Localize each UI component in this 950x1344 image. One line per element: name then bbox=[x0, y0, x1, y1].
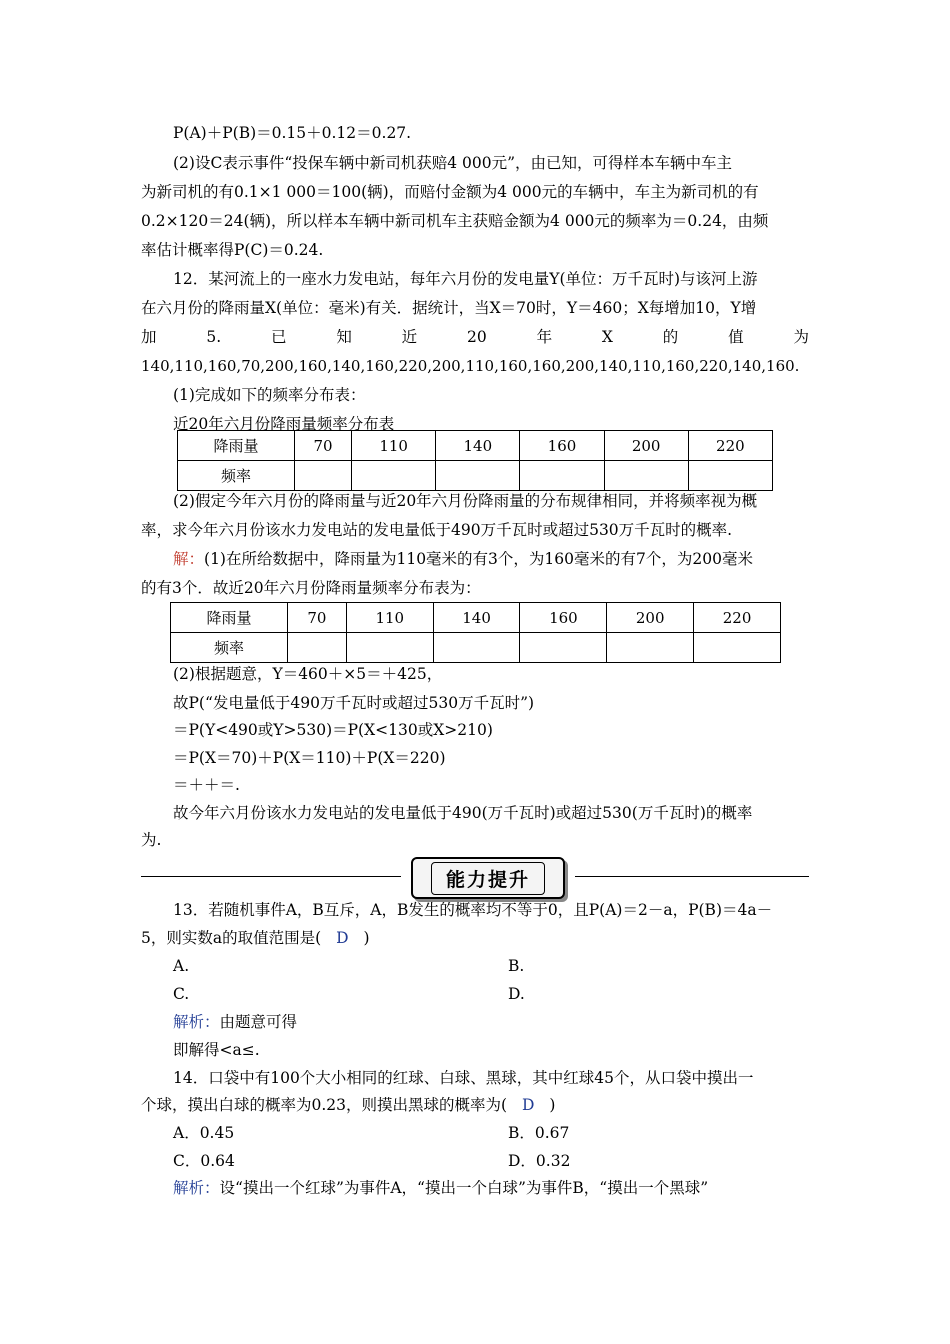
text-line: P(A)＋P(B)＝0.15＋0.12＝0.27. bbox=[173, 124, 412, 142]
text-line bbox=[141, 927, 370, 949]
solution-line bbox=[173, 548, 753, 570]
table-cell bbox=[436, 461, 520, 491]
question-13-text: 13．若随机事件A，B互斥，A，B发生的概率均不等于0，且P(A)＝2－a，P(B)＝4a－ bbox=[173, 901, 773, 919]
word: 20 bbox=[467, 328, 487, 346]
text-line bbox=[141, 1094, 555, 1116]
option-d: D. bbox=[508, 985, 525, 1003]
table-caption: 近20年六月份降雨量频率分布表 bbox=[173, 415, 395, 433]
justified-line bbox=[141, 326, 809, 348]
word: 近 bbox=[401, 328, 418, 346]
paren: ) bbox=[549, 1096, 556, 1114]
table-row bbox=[171, 633, 781, 663]
divider bbox=[575, 876, 809, 877]
table-cell: 频率 bbox=[171, 633, 288, 663]
option-b: B．0.67 bbox=[508, 1124, 570, 1142]
option-c: C. bbox=[173, 985, 190, 1003]
answer-choice: D bbox=[336, 929, 349, 947]
analysis-text: 由题意可得 bbox=[219, 1013, 298, 1031]
table-row bbox=[178, 461, 773, 491]
text-line: ＝P(Y<490或Y>530)＝P(X<130或X>210) bbox=[173, 721, 493, 739]
table-cell bbox=[520, 633, 607, 663]
text-line: ＝＋＋＝. bbox=[173, 776, 240, 794]
text-line: (2)根据题意，Y＝460＋×5＝＋425， bbox=[173, 665, 443, 683]
option-b: B. bbox=[508, 957, 525, 975]
table-cell: 140 bbox=[436, 431, 520, 461]
text-line: 为. bbox=[141, 831, 162, 849]
table-cell bbox=[433, 633, 520, 663]
frequency-table-answer bbox=[170, 602, 781, 663]
section-banner bbox=[411, 857, 565, 899]
table-cell bbox=[288, 633, 347, 663]
table-cell: 140 bbox=[433, 603, 520, 633]
question-stem: 个球，摸出白球的概率为0.23，则摸出黑球的概率为( bbox=[141, 1096, 508, 1114]
word: 值 bbox=[728, 328, 744, 346]
word: X bbox=[601, 328, 613, 346]
text-line: ＝P(X＝70)＋P(X＝110)＋P(X＝220) bbox=[173, 749, 446, 767]
section-banner-title: 能力提升 bbox=[431, 862, 545, 895]
option-a: A．0.45 bbox=[173, 1124, 235, 1142]
question-14-text: 14．口袋中有100个大小相同的红球、白球、黑球，其中红球45个，从口袋中摸出一 bbox=[173, 1069, 754, 1087]
data-values-line: 140,110,160,70,200,160,140,160,220,200,110,160,160,200,140,110,160,220,140,160. bbox=[141, 357, 800, 375]
word: 的 bbox=[662, 328, 679, 346]
option-a: A. bbox=[173, 957, 190, 975]
paren: ) bbox=[363, 929, 370, 947]
word: 5. bbox=[206, 328, 222, 346]
analysis-text: 设“摸出一个红球”为事件A，“摸出一个白球”为事件B，“摸出一个黑球” bbox=[219, 1179, 709, 1197]
table-cell bbox=[607, 633, 694, 663]
word: 已 bbox=[270, 328, 287, 346]
word: 为 bbox=[793, 328, 809, 346]
word: 年 bbox=[536, 328, 553, 346]
table-cell: 70 bbox=[295, 431, 352, 461]
option-d: D．0.32 bbox=[508, 1152, 571, 1170]
table-cell: 70 bbox=[288, 603, 347, 633]
table-cell: 降雨量 bbox=[178, 431, 295, 461]
analysis-line bbox=[173, 1011, 297, 1033]
table-cell: 220 bbox=[694, 603, 781, 633]
text-line: 0.2×120＝24(辆)，所以样本车辆中新司机车主获赔金额为4 000元的频率为＝0.24，由频 bbox=[141, 212, 769, 230]
frequency-table-question bbox=[177, 430, 773, 491]
text-line: 率，求今年六月份该水力发电站的发电量低于490万千瓦时或超过530万千瓦时的概率. bbox=[141, 521, 733, 539]
table-cell bbox=[352, 461, 436, 491]
text-line: 即解得<a≤. bbox=[173, 1041, 260, 1059]
table-row bbox=[178, 431, 773, 461]
text-line: 的有3个．故近20年六月份降雨量频率分布表为： bbox=[141, 579, 481, 597]
divider bbox=[141, 876, 401, 877]
table-cell: 降雨量 bbox=[171, 603, 288, 633]
table-cell: 160 bbox=[520, 431, 604, 461]
table-cell bbox=[688, 461, 772, 491]
answer-choice: D bbox=[522, 1096, 535, 1114]
text-line: (2)设C表示事件“投保车辆中新司机获赔4 000元”，由已知，可得样本车辆中车主 bbox=[173, 154, 733, 172]
table-cell: 200 bbox=[604, 431, 688, 461]
table-cell: 频率 bbox=[178, 461, 295, 491]
table-cell: 110 bbox=[352, 431, 436, 461]
text-line: 在六月份的降雨量X(单位：毫米)有关．据统计，当X＝70时，Y＝460；X每增加10，Y增 bbox=[141, 299, 757, 317]
question-stem: 5，则实数a的取值范围是( bbox=[141, 929, 322, 947]
analysis-label: 解析： bbox=[173, 1179, 220, 1197]
text-line: 为新司机的有0.1×1 000＝100(辆)，而赔付金额为4 000元的车辆中，车主为新司机的有 bbox=[141, 183, 759, 201]
table-cell bbox=[604, 461, 688, 491]
table-cell: 110 bbox=[346, 603, 433, 633]
word: 加 bbox=[141, 328, 157, 346]
text-line: 率估计概率得P(C)＝0.24. bbox=[141, 241, 324, 259]
table-cell: 160 bbox=[520, 603, 607, 633]
question-12-text: 12．某河流上的一座水力发电站，每年六月份的发电量Y(单位：万千瓦时)与该河上游 bbox=[173, 270, 758, 288]
text-line: 故P(“发电量低于490万千瓦时或超过530万千瓦时”) bbox=[173, 694, 535, 712]
word: 知 bbox=[336, 328, 352, 346]
text-line: 故今年六月份该水力发电站的发电量低于490(万千瓦时)或超过530(万千瓦时)的概率 bbox=[173, 804, 753, 822]
solution-label: 解： bbox=[173, 550, 205, 568]
table-cell bbox=[694, 633, 781, 663]
table-cell: 200 bbox=[607, 603, 694, 633]
option-c: C．0.64 bbox=[173, 1152, 235, 1170]
solution-text: (1)在所给数据中，降雨量为110毫米的有3个，为160毫米的有7个，为200毫米 bbox=[204, 550, 753, 568]
table-cell bbox=[520, 461, 604, 491]
text-line: (2)假定今年六月份的降雨量与近20年六月份降雨量的分布规律相同，并将频率视为概 bbox=[173, 492, 758, 510]
text-line: (1)完成如下的频率分布表： bbox=[173, 386, 366, 404]
analysis-line bbox=[173, 1177, 708, 1199]
table-cell bbox=[295, 461, 352, 491]
table-cell: 220 bbox=[688, 431, 772, 461]
analysis-label: 解析： bbox=[173, 1013, 220, 1031]
table-cell bbox=[346, 633, 433, 663]
table-row bbox=[171, 603, 781, 633]
